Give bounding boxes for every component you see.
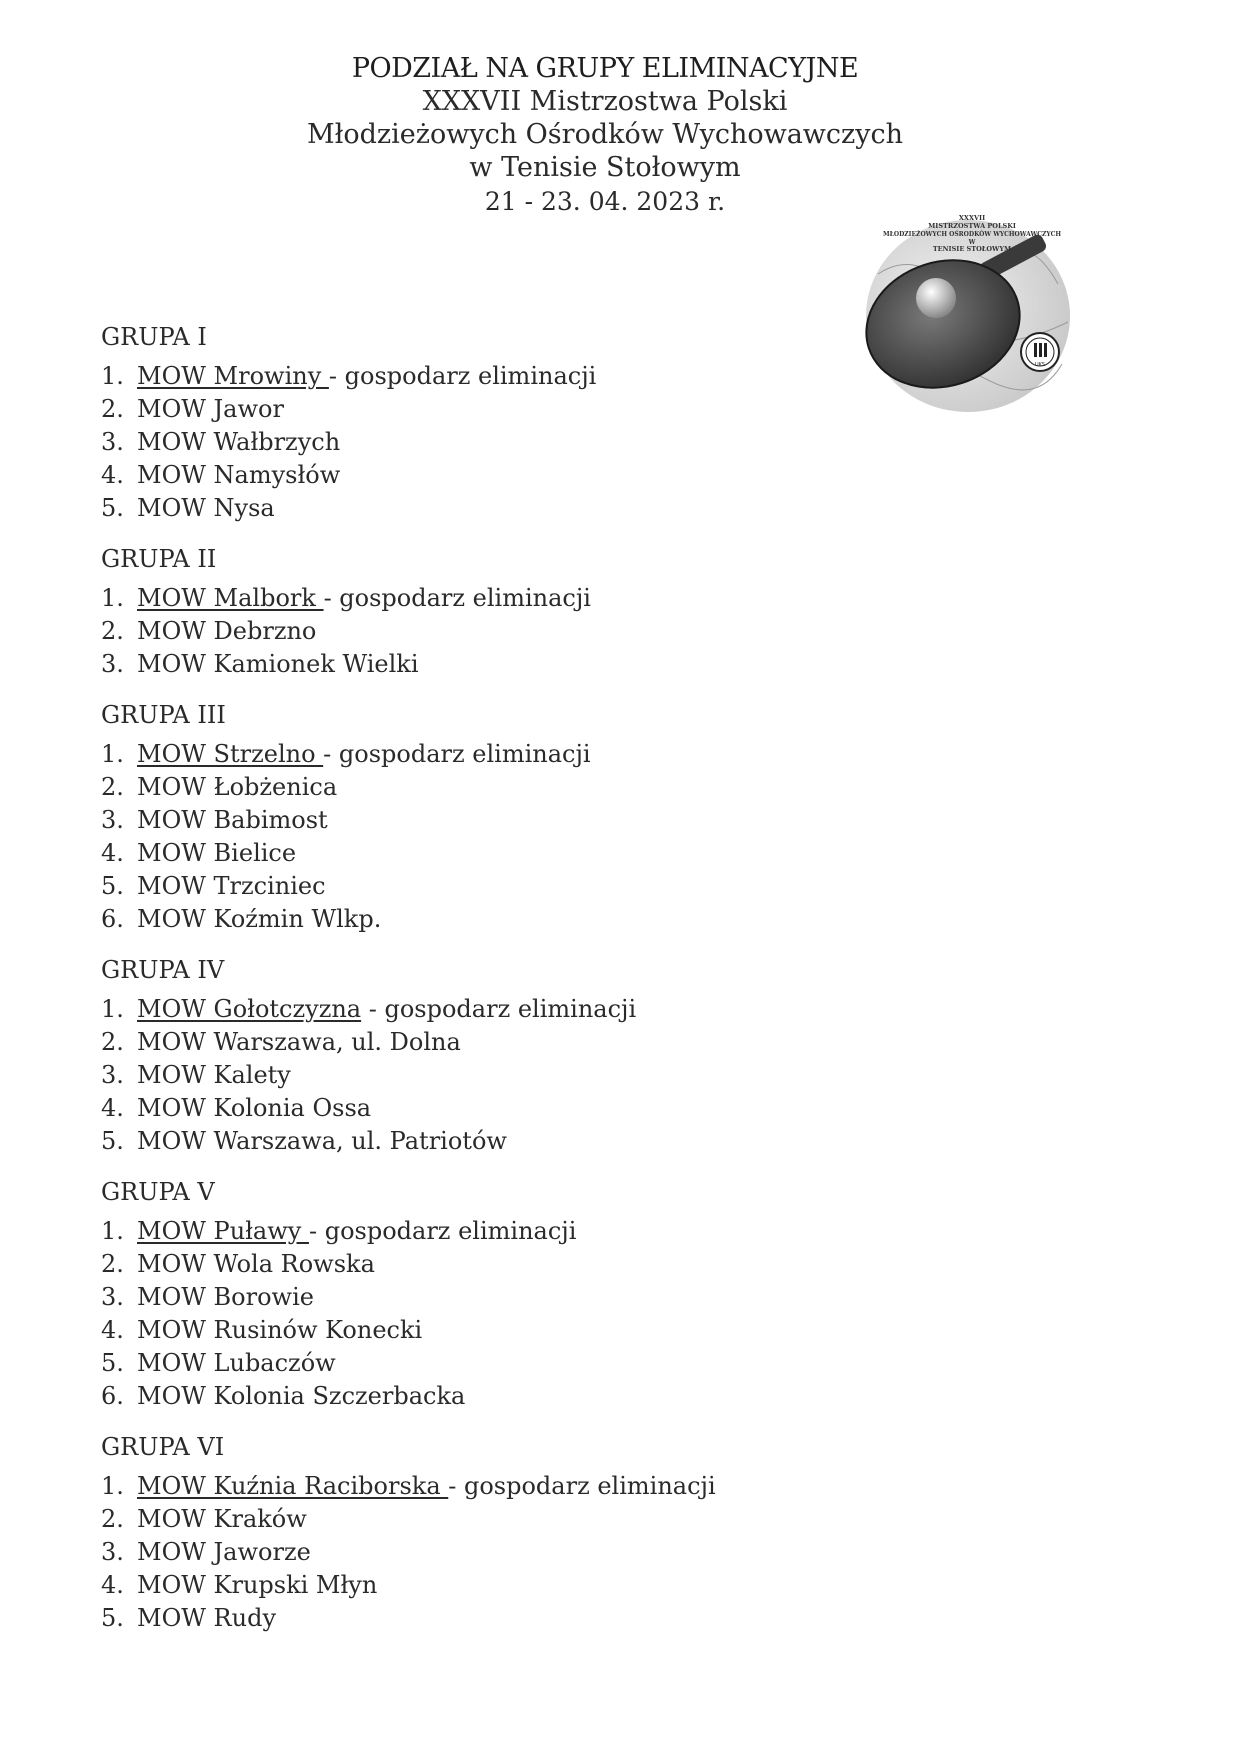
group-heading: GRUPA VI bbox=[101, 1433, 225, 1461]
list-item bbox=[101, 993, 1001, 1026]
item-number: 5. bbox=[101, 494, 124, 522]
host-institution-name: MOW Mrowiny bbox=[137, 362, 329, 390]
item-number: 1. bbox=[101, 1217, 124, 1245]
group-members bbox=[101, 582, 1001, 681]
group-heading: GRUPA V bbox=[101, 1178, 215, 1206]
event-discipline: w Tenisie Stołowym bbox=[469, 152, 741, 183]
host-label: - gospodarz eliminacji bbox=[328, 362, 597, 390]
list-item bbox=[101, 582, 1001, 615]
institution-name: MOW Warszawa, ul. Patriotów bbox=[137, 1127, 507, 1155]
logo-text-discipline: TENISIE STOŁOWYM bbox=[932, 245, 1012, 253]
institution-name: MOW Wola Rowska bbox=[137, 1250, 375, 1278]
institution-name: MOW Jaworze bbox=[137, 1538, 311, 1566]
logo-text-championship: MISTRZOSTWA POLSKI bbox=[928, 222, 1016, 230]
item-number: 4. bbox=[101, 461, 124, 489]
group-heading: GRUPA III bbox=[101, 701, 226, 729]
group-section bbox=[101, 322, 1001, 525]
group-section bbox=[101, 1432, 1001, 1635]
list-item bbox=[101, 360, 1001, 393]
host-institution-name: MOW Malbork bbox=[137, 584, 324, 612]
list-item bbox=[101, 1314, 1001, 1347]
institution-name: MOW Nysa bbox=[137, 494, 275, 522]
document-title: PODZIAŁ NA GRUPY ELIMINACYJNE bbox=[351, 53, 859, 84]
item-number: 3. bbox=[101, 806, 124, 834]
list-item bbox=[101, 459, 1001, 492]
item-number: 5. bbox=[101, 1349, 124, 1377]
item-number: 5. bbox=[101, 1604, 124, 1632]
institution-name: MOW Rusinów Konecki bbox=[137, 1316, 423, 1344]
item-number: 4. bbox=[101, 1094, 124, 1122]
item-number: 4. bbox=[101, 1571, 124, 1599]
institution-name: MOW Bielice bbox=[137, 839, 297, 867]
host-label: - gospodarz eliminacji bbox=[448, 1472, 716, 1500]
item-number: 5. bbox=[101, 872, 124, 900]
list-item bbox=[101, 1125, 1001, 1158]
institution-name: MOW Warszawa, ul. Dolna bbox=[137, 1028, 461, 1056]
list-item bbox=[101, 615, 1001, 648]
list-item bbox=[101, 771, 1001, 804]
group-members bbox=[101, 1470, 1001, 1635]
group-heading: GRUPA IV bbox=[101, 956, 225, 984]
institution-name: MOW Kolonia Szczerbacka bbox=[137, 1382, 466, 1410]
item-number: 6. bbox=[101, 1382, 124, 1410]
item-number: 4. bbox=[101, 839, 124, 867]
group-section bbox=[101, 955, 1001, 1158]
item-number: 5. bbox=[101, 1127, 124, 1155]
list-item bbox=[101, 648, 1001, 681]
item-number: 6. bbox=[101, 905, 124, 933]
list-item bbox=[101, 393, 1001, 426]
institution-name: MOW Kolonia Ossa bbox=[137, 1094, 372, 1122]
list-item bbox=[101, 1569, 1001, 1602]
institution-name: MOW Borowie bbox=[137, 1283, 314, 1311]
item-number: 1. bbox=[101, 584, 124, 612]
list-item bbox=[101, 426, 1001, 459]
item-number: 1. bbox=[101, 995, 124, 1023]
list-item bbox=[101, 738, 1001, 771]
list-item bbox=[101, 1380, 1001, 1413]
item-number: 2. bbox=[101, 1028, 124, 1056]
group-section bbox=[101, 544, 1001, 681]
host-label: - gospodarz eliminacji bbox=[323, 584, 591, 612]
institution-name: MOW Namysłów bbox=[137, 461, 341, 489]
document-header bbox=[0, 52, 1210, 218]
event-organizer: Młodzieżowych Ośrodków Wychowawczych bbox=[306, 119, 904, 150]
group-section bbox=[101, 1177, 1001, 1413]
list-item bbox=[101, 903, 1001, 936]
list-item bbox=[101, 1026, 1001, 1059]
item-number: 4. bbox=[101, 1316, 124, 1344]
institution-name: MOW Łobżenica bbox=[137, 773, 338, 801]
institution-name: MOW Debrzno bbox=[137, 617, 317, 645]
host-institution-name: MOW Kuźnia Raciborska bbox=[137, 1472, 449, 1500]
list-item bbox=[101, 1536, 1001, 1569]
institution-name: MOW Jawor bbox=[137, 395, 284, 423]
institution-name: MOW Lubaczów bbox=[137, 1349, 336, 1377]
group-section bbox=[101, 700, 1001, 936]
uks-badge bbox=[1021, 333, 1059, 371]
list-item bbox=[101, 1347, 1001, 1380]
item-number: 3. bbox=[101, 428, 124, 456]
item-number: 3. bbox=[101, 650, 124, 678]
host-label: - gospodarz eliminacji bbox=[308, 1217, 577, 1245]
host-institution-name: MOW Puławy bbox=[137, 1217, 309, 1245]
institution-name: MOW Kraków bbox=[137, 1505, 307, 1533]
logo-badge-text: UKS bbox=[1034, 362, 1046, 368]
item-number: 2. bbox=[101, 773, 124, 801]
group-list bbox=[101, 322, 1001, 1654]
item-number: 1. bbox=[101, 1472, 124, 1500]
item-number: 1. bbox=[101, 740, 124, 768]
group-heading: GRUPA I bbox=[101, 323, 207, 351]
institution-name: MOW Kamionek Wielki bbox=[137, 650, 419, 678]
item-number: 1. bbox=[101, 362, 124, 390]
item-number: 3. bbox=[101, 1061, 124, 1089]
item-number: 3. bbox=[101, 1283, 124, 1311]
group-heading: GRUPA II bbox=[101, 545, 217, 573]
host-institution-name: MOW Gołotczyzna bbox=[137, 995, 362, 1023]
institution-name: MOW Koźmin Wlkp. bbox=[137, 905, 382, 933]
list-item bbox=[101, 1059, 1001, 1092]
institution-name: MOW Krupski Młyn bbox=[137, 1571, 378, 1599]
list-item bbox=[101, 1215, 1001, 1248]
host-institution-name: MOW Strzelno bbox=[137, 740, 324, 768]
group-members bbox=[101, 993, 1001, 1158]
list-item bbox=[101, 837, 1001, 870]
logo-text-organizer: MŁODZIEŻOWYCH OŚRODKÓW WYCHOWAWCZYCH bbox=[882, 231, 1062, 238]
list-item bbox=[101, 1602, 1001, 1635]
group-members bbox=[101, 738, 1001, 936]
list-item bbox=[101, 804, 1001, 837]
list-item bbox=[101, 1248, 1001, 1281]
institution-name: MOW Kalety bbox=[137, 1061, 291, 1089]
institution-name: MOW Rudy bbox=[137, 1604, 276, 1632]
item-number: 2. bbox=[101, 1250, 124, 1278]
institution-name: MOW Trzciniec bbox=[137, 872, 326, 900]
item-number: 2. bbox=[101, 395, 124, 423]
host-label: - gospodarz eliminacji bbox=[323, 740, 591, 768]
item-number: 2. bbox=[101, 1505, 124, 1533]
list-item bbox=[101, 1503, 1001, 1536]
event-date: 21 - 23. 04. 2023 r. bbox=[484, 187, 726, 216]
host-label: - gospodarz eliminacji bbox=[361, 995, 637, 1023]
list-item bbox=[101, 870, 1001, 903]
list-item bbox=[101, 1092, 1001, 1125]
group-members bbox=[101, 360, 1001, 525]
item-number: 2. bbox=[101, 617, 124, 645]
logo-text-w: W bbox=[968, 239, 976, 246]
item-number: 3. bbox=[101, 1538, 124, 1566]
group-members bbox=[101, 1215, 1001, 1413]
logo-text-edition: XXXVII bbox=[958, 214, 986, 222]
list-item bbox=[101, 1470, 1001, 1503]
list-item bbox=[101, 1281, 1001, 1314]
institution-name: MOW Babimost bbox=[137, 806, 328, 834]
institution-name: MOW Wałbrzych bbox=[137, 428, 341, 456]
event-name: XXXVII Mistrzostwa Polski bbox=[422, 86, 788, 117]
list-item bbox=[101, 492, 1001, 525]
